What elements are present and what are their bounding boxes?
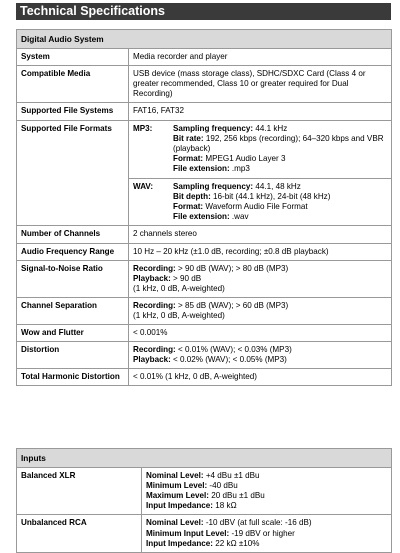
field-value: -40 dBu: [209, 481, 238, 491]
inputs-table: [16, 448, 392, 553]
field-label: Bit depth:: [173, 192, 211, 202]
field-label: File extension:: [173, 163, 230, 173]
spec-label: Signal-to-Noise Ratio: [17, 260, 129, 297]
spec-value: [129, 297, 392, 324]
field-label: Sampling frequency:: [173, 182, 254, 192]
spec-label: Compatible Media: [17, 66, 129, 103]
field-value: .mp3: [231, 163, 250, 173]
field-label: Recording:: [133, 263, 176, 273]
wav-format-block: [133, 182, 387, 222]
field-value: > 90 dB (WAV); > 80 dB (MP3): [177, 263, 289, 273]
spec-value: FAT16, FAT32: [129, 103, 392, 120]
spec-value: < 0.001%: [129, 325, 392, 342]
page-title: Technical Specifications: [16, 3, 391, 20]
spec-value: [129, 120, 392, 226]
spec-row-separation: [17, 297, 392, 324]
section-header: Digital Audio System: [17, 30, 392, 49]
field-value: 20 dBu ±1 dBu: [211, 491, 265, 501]
spec-value: [129, 260, 392, 297]
format-divider: [129, 178, 391, 179]
field-label: Maximum Level:: [146, 491, 209, 501]
spec-row-distortion: [17, 342, 392, 369]
spec-row-media: [17, 66, 392, 103]
field-note: (1 kHz, 0 dB, A-weighted): [133, 283, 225, 293]
field-label: Input Impedance:: [146, 538, 214, 548]
field-label: Input Impedance:: [146, 501, 214, 511]
field-value: .wav: [231, 212, 249, 222]
field-value: -10 dBV (at full scale: -16 dB): [205, 518, 312, 528]
field-label: Playback:: [133, 355, 171, 365]
field-value: -19 dBV or higher: [231, 528, 295, 538]
spec-value: Media recorder and player: [129, 49, 392, 66]
spec-label: Distortion: [17, 342, 129, 369]
spec-label: Supported File Systems: [17, 103, 129, 120]
section-header-row: [17, 30, 392, 49]
spec-row-thd: [17, 369, 392, 386]
spec-label: Supported File Formats: [17, 120, 129, 226]
field-value: > 90 dB: [173, 273, 202, 283]
spec-label: System: [17, 49, 129, 66]
input-row-xlr: [17, 468, 392, 515]
spec-label: Wow and Flutter: [17, 325, 129, 342]
field-value: Waveform Audio File Format: [205, 202, 308, 212]
field-value: MPEG1 Audio Layer 3: [205, 153, 286, 163]
field-label: Format:: [173, 153, 204, 163]
digital-audio-table: [16, 29, 392, 386]
spec-row-filesystems: [17, 103, 392, 120]
spec-value: < 0.01% (1 kHz, 0 dB, A-weighted): [129, 369, 392, 386]
spec-row-snr: [17, 260, 392, 297]
field-label: Nominal Level:: [146, 518, 204, 528]
field-value: 44.1, 48 kHz: [255, 182, 301, 192]
spec-label: Audio Frequency Range: [17, 243, 129, 260]
spec-value: 10 Hz – 20 kHz (±1.0 dB, recording; ±0.8 dB playback): [129, 243, 392, 260]
field-value: < 0.01% (WAV); < 0.03% (MP3): [177, 345, 292, 355]
field-label: Minimum Input Level:: [146, 528, 230, 538]
field-label: Playback:: [133, 273, 171, 283]
spec-value: [142, 515, 392, 552]
field-value: 22 kΩ ±10%: [215, 538, 260, 548]
field-value: 192, 256 kbps (recording); 64–320 kbps and VBR (playback): [173, 133, 384, 153]
section-header-row: [17, 449, 392, 468]
field-value: < 0.02% (WAV); < 0.05% (MP3): [173, 355, 287, 365]
spec-row-formats: [17, 120, 392, 226]
spec-label: Unbalanced RCA: [17, 515, 142, 552]
spec-label: Number of Channels: [17, 226, 129, 243]
field-label: Bit rate:: [173, 133, 204, 143]
field-label: File extension:: [173, 212, 230, 222]
spec-row-wow: [17, 325, 392, 342]
field-label: Format:: [173, 202, 204, 212]
spec-label: Total Harmonic Distortion: [17, 369, 129, 386]
spec-value: [129, 342, 392, 369]
field-value: 44.1 kHz: [255, 123, 288, 133]
spec-value: [142, 468, 392, 515]
field-value: 16-bit (44.1 kHz), 24-bit (48 kHz): [213, 192, 331, 202]
field-note: (1 kHz, 0 dB, A-weighted): [133, 310, 225, 320]
field-value: 18 kΩ: [215, 501, 237, 511]
field-label: Minimum Level:: [146, 481, 208, 491]
field-label: Recording:: [133, 300, 176, 310]
spec-row-channels: [17, 226, 392, 243]
spec-value: 2 channels stereo: [129, 226, 392, 243]
input-row-rca: [17, 515, 392, 552]
section-header: Inputs: [17, 449, 392, 468]
field-label: Sampling frequency:: [173, 123, 254, 133]
spec-label: Channel Separation: [17, 297, 129, 324]
spec-value: USB device (mass storage class), SDHC/SDXC Card (Class 4 or greater recommended, Class 10 or greater required for Dual Recording): [129, 66, 392, 103]
field-value: +4 dBu ±1 dBu: [205, 471, 260, 481]
format-name: WAV:: [133, 182, 154, 192]
spec-row-frequency: [17, 243, 392, 260]
format-name: MP3:: [133, 123, 153, 133]
field-label: Recording:: [133, 345, 176, 355]
spec-label: Balanced XLR: [17, 468, 142, 515]
field-value: > 85 dB (WAV); > 60 dB (MP3): [177, 300, 289, 310]
field-label: Nominal Level:: [146, 471, 204, 481]
spec-row-system: [17, 49, 392, 66]
mp3-format-block: [133, 124, 387, 174]
